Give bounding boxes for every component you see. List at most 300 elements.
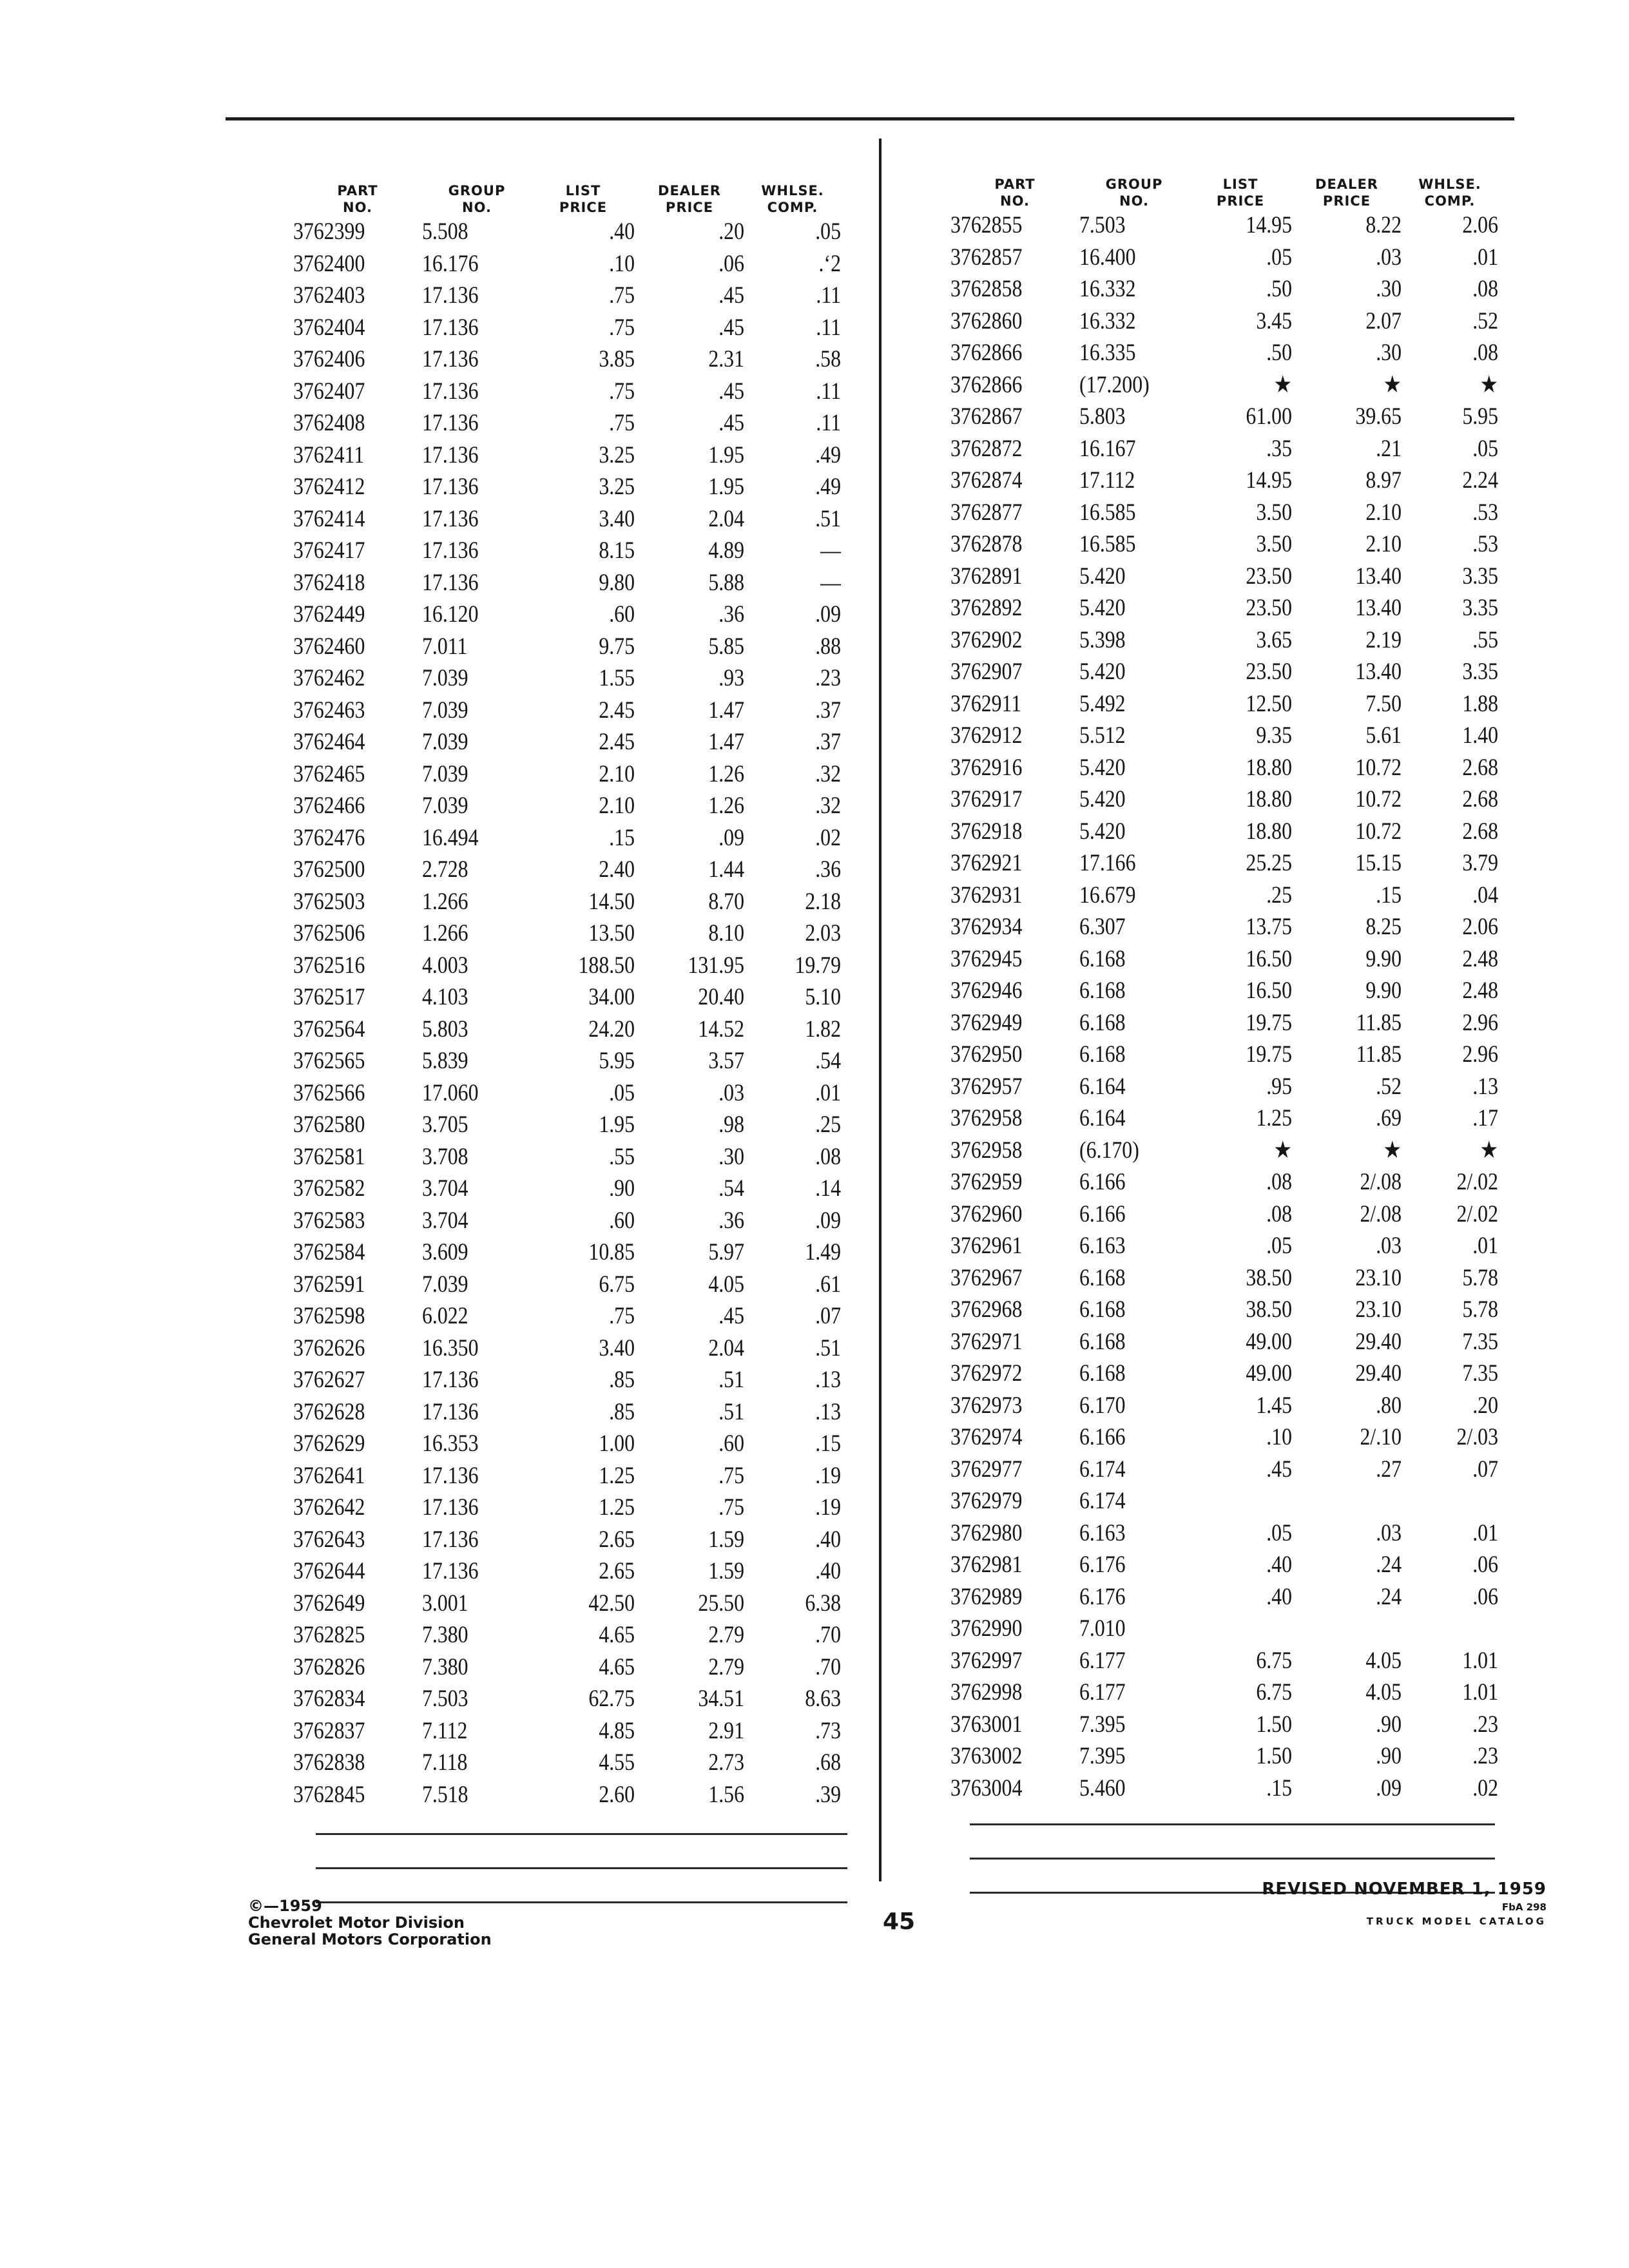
whlse-comp-cell: 1.40 (1462, 722, 1498, 749)
header-list-price: LIST PRICE (1216, 177, 1265, 209)
list-price-cell: ★ (1273, 372, 1292, 399)
page-number: 45 (883, 1908, 916, 1935)
table-row (950, 273, 1518, 305)
part-no-cell: 3762990 (950, 1615, 1023, 1642)
table-row (950, 752, 1518, 784)
whlse-comp-cell: 2.24 (1462, 467, 1498, 494)
part-no-cell: 3762503 (293, 888, 365, 915)
whlse-comp-cell: 3.35 (1462, 595, 1498, 622)
whlse-comp-cell: .37 (815, 697, 841, 724)
list-price-cell: .85 (609, 1398, 635, 1425)
part-no-cell: 3762911 (950, 690, 1022, 717)
whlse-comp-cell: .52 (1472, 307, 1498, 334)
part-no-cell: 3762408 (293, 410, 365, 437)
dealer-price-cell: .75 (718, 1494, 744, 1521)
right-table-body (950, 209, 1518, 1804)
part-no-cell: 3762403 (293, 282, 365, 309)
part-no-cell: 3762584 (293, 1239, 365, 1266)
header-list-price: LIST PRICE (559, 183, 608, 215)
dealer-price-cell: 2.10 (1365, 531, 1402, 558)
table-row (293, 1492, 860, 1524)
table-row (950, 1485, 1518, 1517)
whlse-comp-cell: .09 (815, 1207, 841, 1234)
part-no-cell: 3762892 (950, 595, 1023, 622)
list-price-cell: 6.75 (599, 1271, 635, 1298)
dealer-price-cell: 2.07 (1365, 307, 1402, 334)
table-row (950, 1390, 1518, 1422)
whlse-comp-cell: .15 (815, 1430, 841, 1457)
group-no-cell: 5.420 (1079, 754, 1126, 781)
part-no-cell: 3762627 (293, 1367, 365, 1394)
group-no-cell: 16.332 (1079, 276, 1136, 303)
part-no-cell: 3762825 (293, 1622, 365, 1649)
group-no-cell: 5.420 (1079, 786, 1126, 813)
part-no-cell: 3762974 (950, 1424, 1023, 1451)
group-no-cell: 16.350 (422, 1334, 479, 1361)
group-no-cell: 3.609 (422, 1239, 468, 1266)
whlse-comp-cell: .70 (815, 1622, 841, 1649)
dealer-price-cell: 10.72 (1355, 818, 1402, 845)
group-no-cell: 6.177 (1079, 1679, 1126, 1706)
part-no-cell: 3762916 (950, 754, 1023, 781)
right-table-header (950, 135, 1518, 209)
table-row (950, 1007, 1518, 1039)
part-no-cell: 3762406 (293, 346, 365, 373)
part-no-cell: 3762414 (293, 505, 365, 532)
part-no-cell: 3762958 (950, 1137, 1023, 1164)
group-no-cell: 17.112 (1079, 467, 1135, 494)
dealer-price-cell: 23.10 (1355, 1296, 1402, 1323)
whlse-comp-cell: .13 (815, 1367, 841, 1394)
corporation-name: General Motors Corporation (248, 1930, 492, 1948)
group-no-cell: 7.039 (422, 729, 468, 756)
list-price-cell: 4.65 (599, 1622, 635, 1649)
whlse-comp-cell: .49 (815, 441, 841, 468)
group-no-cell: 16.679 (1079, 881, 1136, 908)
table-row (950, 305, 1518, 338)
whlse-comp-cell: 2.18 (805, 888, 841, 915)
dealer-price-cell: 1.26 (708, 793, 744, 820)
dealer-price-cell: .24 (1376, 1583, 1402, 1610)
part-no-cell: 3762958 (950, 1105, 1023, 1132)
part-no-cell: 3762564 (293, 1015, 365, 1043)
whlse-comp-cell: 7.35 (1462, 1328, 1498, 1355)
table-row (950, 1581, 1518, 1613)
table-row (293, 1332, 860, 1365)
table-row (950, 1102, 1518, 1135)
whlse-comp-cell: .09 (815, 601, 841, 628)
dealer-price-cell: 1.26 (708, 760, 744, 787)
group-no-cell: 6.022 (422, 1303, 468, 1330)
table-row (950, 1294, 1518, 1326)
group-no-cell: 16.400 (1079, 244, 1136, 271)
part-no-cell: 3762598 (293, 1303, 365, 1330)
dealer-price-cell: 7.50 (1365, 690, 1402, 717)
group-no-cell: 16.167 (1079, 435, 1136, 462)
list-price-cell: .75 (609, 282, 635, 309)
part-no-cell: 3762649 (293, 1590, 365, 1617)
table-row (950, 1709, 1518, 1741)
whlse-comp-cell: .54 (815, 1048, 841, 1075)
group-no-cell: 16.332 (1079, 307, 1136, 334)
table-row (950, 1677, 1518, 1709)
group-no-cell: 3.704 (422, 1207, 468, 1234)
part-no-cell: 3762591 (293, 1271, 365, 1298)
whlse-comp-cell: .19 (815, 1462, 841, 1489)
part-no-cell: 3762959 (950, 1169, 1023, 1196)
part-no-cell: 3762917 (950, 786, 1023, 813)
list-price-cell: 1.25 (599, 1494, 635, 1521)
list-price-cell: .10 (609, 250, 635, 277)
group-no-cell: 6.164 (1079, 1105, 1126, 1132)
whlse-comp-cell: 5.10 (805, 984, 841, 1011)
part-no-cell: 3762580 (293, 1111, 365, 1139)
list-price-cell: 4.85 (599, 1717, 635, 1744)
part-no-cell: 3762629 (293, 1430, 365, 1457)
group-no-cell: 17.166 (1079, 850, 1136, 877)
whlse-comp-cell: 2.96 (1462, 1041, 1498, 1068)
whlse-comp-cell: .02 (1472, 1774, 1498, 1802)
group-no-cell: 5.508 (422, 218, 468, 245)
group-no-cell: 5.803 (1079, 403, 1126, 430)
list-price-cell: 2.10 (599, 760, 635, 787)
list-price-cell: .15 (1266, 1774, 1292, 1802)
whlse-comp-cell: .39 (815, 1781, 841, 1808)
dealer-price-cell: .69 (1376, 1105, 1402, 1132)
table-row (293, 918, 860, 950)
whlse-comp-cell: .58 (815, 346, 841, 373)
dealer-price-cell: 1.56 (708, 1781, 744, 1808)
group-no-cell: 7.010 (1079, 1615, 1126, 1642)
whlse-comp-cell: 8.63 (805, 1686, 841, 1713)
copyright: ©—1959 (248, 1897, 322, 1915)
list-price-cell: 4.65 (599, 1653, 635, 1680)
dealer-price-cell: 14.52 (698, 1015, 744, 1043)
top-rule (226, 117, 1514, 120)
end-rule (316, 1867, 847, 1869)
part-no-cell: 3762838 (293, 1749, 365, 1776)
part-no-cell: 3762945 (950, 945, 1023, 972)
list-price-cell: 38.50 (1246, 1296, 1292, 1323)
header-part-no: PART NO. (994, 177, 1036, 209)
group-no-cell: 6.166 (1079, 1169, 1126, 1196)
dealer-price-cell: 1.59 (708, 1526, 744, 1553)
part-no-cell: 3762934 (950, 914, 1023, 941)
list-price-cell: 2.45 (599, 697, 635, 724)
list-price-cell: 10.85 (588, 1239, 635, 1266)
list-price-cell: .05 (1266, 1519, 1292, 1546)
dealer-price-cell: .45 (718, 1303, 744, 1330)
table-row (950, 975, 1518, 1007)
table-row (293, 950, 860, 982)
group-no-cell: 17.136 (422, 1462, 479, 1489)
table-row (293, 822, 860, 854)
group-no-cell: 2.728 (422, 856, 468, 883)
dealer-price-cell: .93 (718, 665, 744, 692)
list-price-cell: 25.25 (1246, 850, 1292, 877)
part-no-cell: 3762857 (950, 244, 1023, 271)
list-price-cell: 8.15 (599, 537, 635, 564)
whlse-comp-cell: 3.79 (1462, 850, 1498, 877)
whlse-comp-cell: .55 (1472, 626, 1498, 653)
group-no-cell: 5.839 (422, 1048, 468, 1075)
part-no-cell: 3762931 (950, 881, 1023, 908)
table-row (293, 216, 860, 248)
list-price-cell: 3.65 (1256, 626, 1292, 653)
dealer-price-cell: .80 (1376, 1392, 1402, 1419)
table-row (293, 1396, 860, 1428)
list-price-cell: 42.50 (588, 1590, 635, 1617)
whlse-comp-cell: .08 (815, 1143, 841, 1170)
dealer-price-cell: 39.65 (1355, 403, 1402, 430)
dealer-price-cell: .03 (718, 1079, 744, 1106)
whlse-comp-cell: .36 (815, 856, 841, 883)
dealer-price-cell: 5.61 (1365, 722, 1402, 749)
dealer-price-cell: 15.15 (1355, 850, 1402, 877)
list-price-cell: .50 (1266, 276, 1292, 303)
table-row (293, 1236, 860, 1269)
column-divider (879, 139, 882, 1881)
group-no-cell: 17.060 (422, 1079, 479, 1106)
list-price-cell: 19.75 (1246, 1009, 1292, 1036)
dealer-price-cell: 20.40 (698, 984, 744, 1011)
group-no-cell: 6.168 (1079, 1041, 1126, 1068)
group-no-cell: 17.136 (422, 282, 479, 309)
end-rule (970, 1823, 1495, 1825)
whlse-comp-cell: 6.38 (805, 1590, 841, 1617)
whlse-comp-cell: 2.96 (1462, 1009, 1498, 1036)
group-no-cell: 6.176 (1079, 1583, 1126, 1610)
header-part-no: PART NO. (337, 183, 378, 215)
list-price-cell: 12.50 (1246, 690, 1292, 717)
header-dealer-price: DEALER PRICE (1315, 177, 1378, 209)
group-no-cell: 5.460 (1079, 1774, 1126, 1802)
part-no-cell: 3762417 (293, 537, 365, 564)
left-price-table (293, 142, 860, 1811)
list-price-cell: 62.75 (588, 1686, 635, 1713)
dealer-price-cell: 1.47 (708, 729, 744, 756)
group-no-cell: 6.168 (1079, 1296, 1126, 1323)
list-price-cell: 3.40 (599, 1334, 635, 1361)
list-price-cell: 4.55 (599, 1749, 635, 1776)
table-row (950, 943, 1518, 975)
list-price-cell: 188.50 (578, 952, 635, 979)
group-no-cell: 5.803 (422, 1015, 468, 1043)
dealer-price-cell: .15 (1376, 881, 1402, 908)
table-row (950, 847, 1518, 879)
list-price-cell: 13.50 (588, 920, 635, 947)
dealer-price-cell: .54 (718, 1175, 744, 1202)
part-no-cell: 3762866 (950, 371, 1023, 398)
dealer-price-cell: 9.90 (1365, 945, 1402, 972)
list-price-cell: 23.50 (1246, 595, 1292, 622)
table-row (950, 1166, 1518, 1198)
dealer-price-cell: .30 (1376, 276, 1402, 303)
list-price-cell: .75 (609, 378, 635, 405)
list-price-cell: 3.85 (599, 346, 635, 373)
group-no-cell: 17.136 (422, 505, 479, 532)
dealer-price-cell: .51 (718, 1398, 744, 1425)
table-row (293, 1747, 860, 1779)
list-price-cell: 3.45 (1256, 307, 1292, 334)
dealer-price-cell: 1.59 (708, 1558, 744, 1585)
list-price-cell: 16.50 (1246, 977, 1292, 1004)
list-price-cell: 1.50 (1256, 1711, 1292, 1738)
table-row (950, 561, 1518, 593)
list-price-cell: 9.35 (1256, 722, 1292, 749)
table-row (950, 1740, 1518, 1773)
dealer-price-cell: 2.79 (708, 1622, 744, 1649)
dealer-price-cell: 4.05 (1365, 1679, 1402, 1706)
table-row (950, 1039, 1518, 1071)
dealer-price-cell: 3.57 (708, 1048, 744, 1075)
header-dealer-price: DEALER PRICE (658, 183, 721, 215)
table-row (293, 1460, 860, 1492)
whlse-comp-cell: .23 (1472, 1711, 1498, 1738)
group-no-cell: 7.118 (422, 1749, 468, 1776)
end-rule (970, 1858, 1495, 1860)
group-no-cell: 6.164 (1079, 1073, 1126, 1100)
header-whlse-comp: WHLSE. COMP. (761, 183, 824, 215)
table-row (950, 1549, 1518, 1581)
dealer-price-cell: 25.50 (698, 1590, 744, 1617)
list-price-cell: 13.75 (1246, 914, 1292, 941)
table-row (950, 816, 1518, 848)
group-no-cell: 6.176 (1079, 1552, 1126, 1579)
dealer-price-cell: 34.51 (698, 1686, 744, 1713)
list-price-cell: .40 (1266, 1583, 1292, 1610)
group-no-cell: 17.136 (422, 1494, 479, 1521)
whlse-comp-cell: ★ (1480, 1137, 1498, 1164)
catalog-code: FbA 298 (1501, 1901, 1547, 1913)
whlse-comp-cell: ★ (1480, 372, 1498, 399)
part-no-cell: 3762465 (293, 760, 365, 787)
table-row (293, 1109, 860, 1141)
group-no-cell: 7.380 (422, 1622, 468, 1649)
table-row (293, 1651, 860, 1684)
list-price-cell: 1.55 (599, 665, 635, 692)
group-no-cell: 5.512 (1079, 722, 1126, 749)
list-price-cell: 1.25 (1256, 1105, 1292, 1132)
group-no-cell: 6.168 (1079, 1360, 1126, 1387)
whlse-comp-cell: .37 (815, 729, 841, 756)
dealer-price-cell: 1.95 (708, 441, 744, 468)
table-row (293, 662, 860, 695)
list-price-cell: .95 (1266, 1073, 1292, 1100)
whlse-comp-cell: .11 (816, 314, 841, 341)
table-row (293, 1683, 860, 1715)
whlse-comp-cell: .01 (1472, 1233, 1498, 1260)
dealer-price-cell: .09 (718, 824, 744, 851)
whlse-comp-cell: 2/.02 (1456, 1200, 1498, 1227)
group-no-cell: 7.395 (1079, 1743, 1126, 1770)
table-row (293, 1428, 860, 1460)
group-no-cell: 17.136 (422, 441, 479, 468)
group-no-cell: 7.503 (1079, 212, 1126, 239)
whlse-comp-cell: .32 (815, 760, 841, 787)
list-price-cell: 6.75 (1256, 1679, 1292, 1706)
part-no-cell: 3762957 (950, 1073, 1023, 1100)
table-row (293, 695, 860, 727)
list-price-cell: 38.50 (1246, 1264, 1292, 1291)
part-no-cell: 3762517 (293, 984, 365, 1011)
whlse-comp-cell: .07 (815, 1303, 841, 1330)
table-row (950, 209, 1518, 242)
dealer-price-cell: .06 (718, 250, 744, 277)
table-row (293, 1364, 860, 1396)
part-no-cell: 3762418 (293, 569, 365, 596)
dealer-price-cell: 13.40 (1355, 658, 1402, 686)
part-no-cell: 3763004 (950, 1774, 1023, 1802)
dealer-price-cell: .75 (718, 1462, 744, 1489)
part-no-cell: 3762583 (293, 1207, 365, 1234)
group-no-cell: 6.174 (1079, 1456, 1126, 1483)
list-price-cell: 16.50 (1246, 945, 1292, 972)
part-no-cell: 3762977 (950, 1456, 1023, 1483)
list-price-cell: .75 (609, 1303, 635, 1330)
dealer-price-cell: .27 (1376, 1456, 1402, 1483)
list-price-cell: .15 (609, 824, 635, 851)
table-row (293, 280, 860, 312)
table-row (293, 599, 860, 631)
group-no-cell: 6.170 (1079, 1392, 1126, 1419)
whlse-comp-cell: .68 (815, 1749, 841, 1776)
table-row (293, 1779, 860, 1811)
dealer-price-cell: 4.89 (708, 537, 744, 564)
part-no-cell: 3762643 (293, 1526, 365, 1553)
table-row (950, 783, 1518, 816)
table-row (293, 1077, 860, 1110)
table-row (293, 758, 860, 791)
group-no-cell: 7.039 (422, 793, 468, 820)
group-no-cell: (6.170) (1079, 1137, 1139, 1164)
group-no-cell: 17.136 (422, 1558, 479, 1585)
whlse-comp-cell: 2.03 (805, 920, 841, 947)
list-price-cell: 2.60 (599, 1781, 635, 1808)
group-no-cell: 7.112 (422, 1717, 468, 1744)
dealer-price-cell: 2/.10 (1360, 1424, 1402, 1451)
table-row (950, 1230, 1518, 1262)
group-no-cell: 16.353 (422, 1430, 479, 1457)
dealer-price-cell: .03 (1376, 1233, 1402, 1260)
part-no-cell: 3762845 (293, 1781, 365, 1808)
whlse-comp-cell: 2/.03 (1456, 1424, 1498, 1451)
group-no-cell: 6.168 (1079, 1264, 1126, 1291)
list-price-cell: 14.95 (1246, 467, 1292, 494)
group-no-cell: 7.039 (422, 760, 468, 787)
list-price-cell: 6.75 (1256, 1647, 1292, 1674)
dealer-price-cell: 2.31 (708, 346, 744, 373)
dealer-price-cell: .36 (718, 601, 744, 628)
part-no-cell: 3762411 (293, 441, 365, 468)
part-no-cell: 3762858 (950, 276, 1023, 303)
group-no-cell: 7.039 (422, 665, 468, 692)
revision-block (1262, 1878, 1547, 1928)
list-price-cell: .05 (609, 1079, 635, 1106)
group-no-cell: 17.136 (422, 1526, 479, 1553)
table-row (293, 1588, 860, 1620)
part-no-cell: 3762855 (950, 212, 1023, 239)
part-no-cell: 3763002 (950, 1743, 1023, 1770)
group-no-cell: 6.166 (1079, 1200, 1126, 1227)
part-no-cell: 3762860 (950, 307, 1023, 334)
dealer-price-cell: 5.88 (708, 569, 744, 596)
table-row (293, 1141, 860, 1173)
group-no-cell: 3.001 (422, 1590, 468, 1617)
group-no-cell: 16.335 (1079, 340, 1136, 367)
part-no-cell: 3762565 (293, 1048, 365, 1075)
table-row (293, 981, 860, 1014)
